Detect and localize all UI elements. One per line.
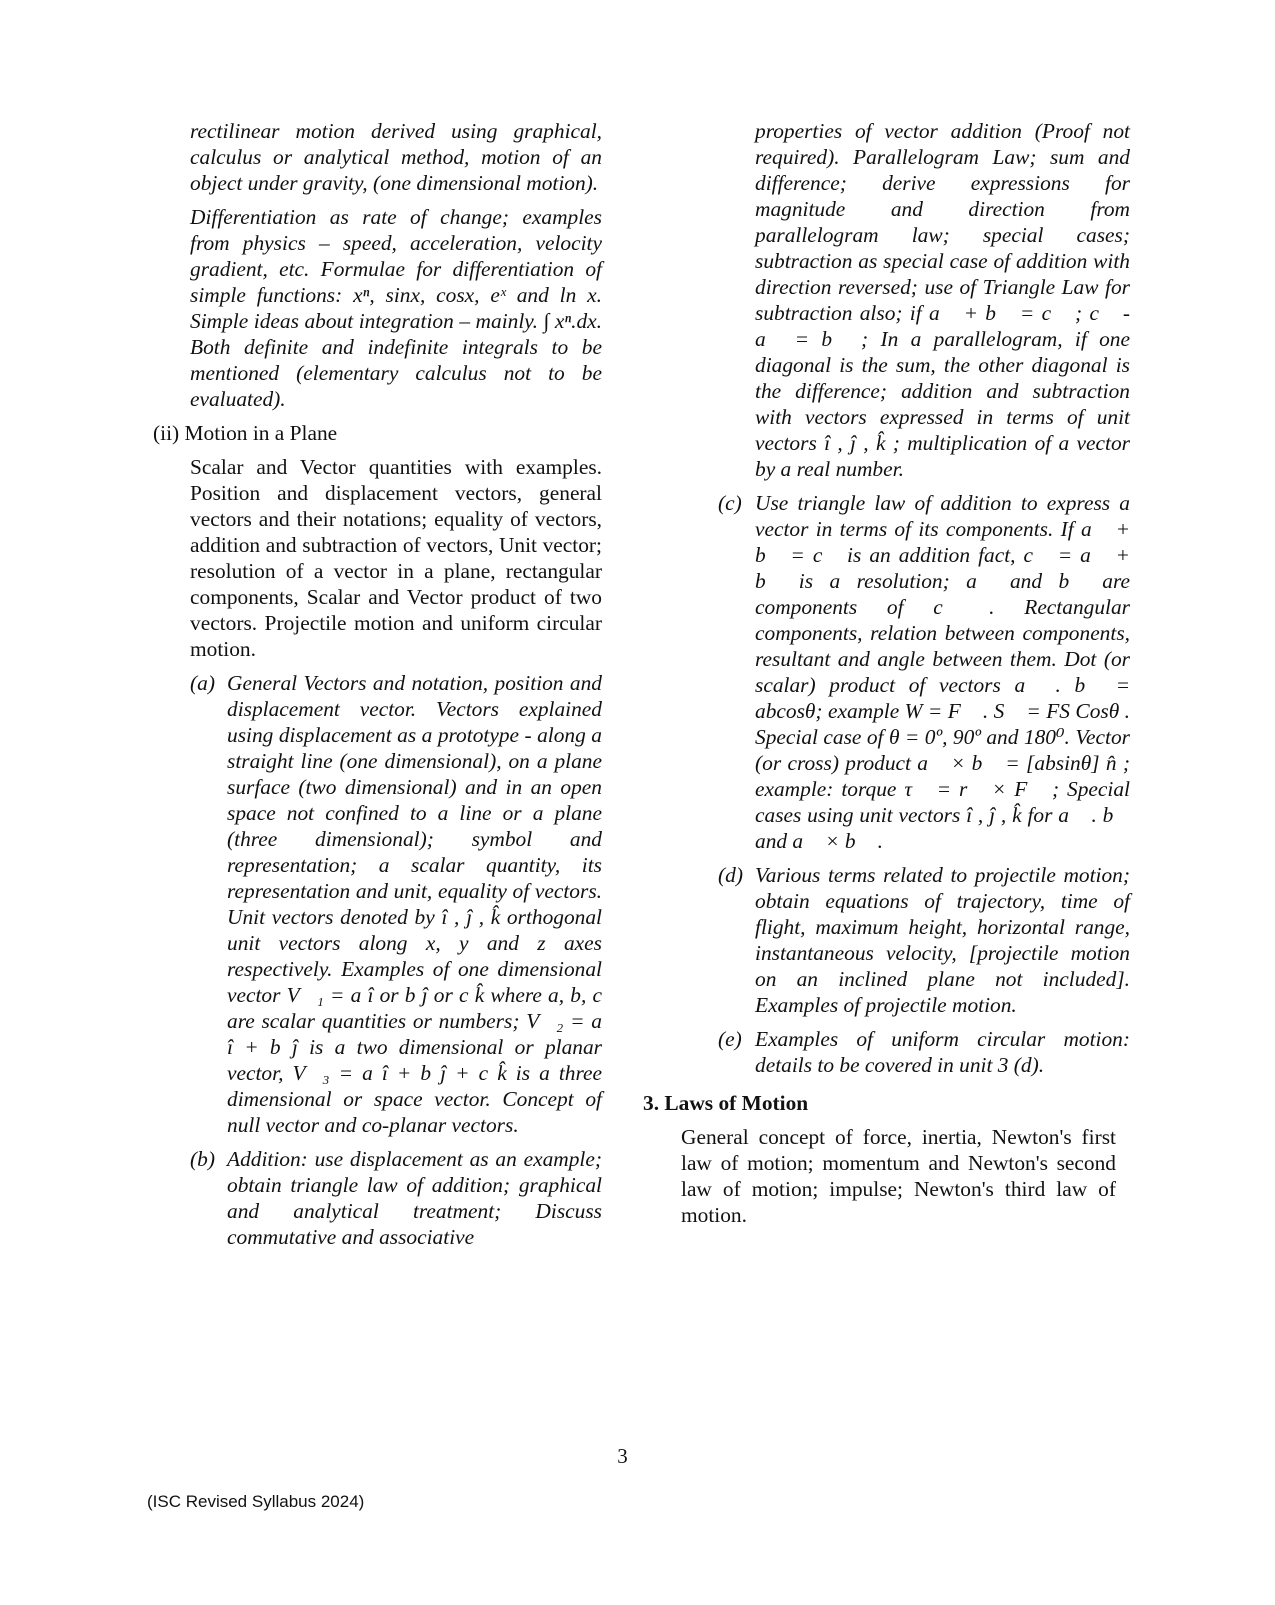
differentiation-paragraph: Differentiation as rate of change; examples from physics – speed, acceleration, velocity gradient, etc. Formulae for differentiation of simple functions: xⁿ, sinx, cosx, eˣ and ln x. Simple ideas about integration – mainly. ∫ xⁿ.dx. Both definite and indefinite integrals to be mentioned (elementary calculus not to be evaluated). [190,205,602,411]
item-b [190,1146,602,1250]
item-d-label: (d) [718,863,743,887]
footer-text: (ISC Revised Syllabus 2024) [147,1492,365,1511]
laws-of-motion-heading: 3. Laws of Motion [643,1091,809,1115]
item-c [718,490,1130,854]
page-number: 3 [617,1444,628,1468]
item-e-text: Examples of uniform circular motion: details to be covered in unit 3 (d). [755,1027,1130,1077]
item-c-text: Use triangle law of addition to express a vector in terms of its components. If a⃗ + b⃗ = c⃗ is an addition fact, c⃗ = a⃗ + b⃗ is a resolution; a⃗ and b⃗ are components of c⃗ . Rectangular components, relation between components, resultant and angle between them. Dot (or scalar) product of vectors a⃗ . b⃗ = abcosθ; example W = F⃗ . S⃗ = FS Cosθ . Special case of θ = 0º, 90º and 180⁰. Vector (or cross) product a⃗ × b⃗ = [absinθ] n̂ ; example: torque τ⃗ = r⃗ × F⃗ ; Special cases using unit vectors î , ĵ , k̂ for a⃗ . b⃗ and a⃗ × b⃗ . [755,491,1130,853]
item-c-label: (c) [718,491,742,515]
item-a-text: General Vectors and notation, position and displacement vector. Vectors explained using displacement as a prototype - along a straight line (one dimensional), on a plane surface (two dimensional) and in an open space not confined to a line or a plane (three dimensional); symbol and representation; a scalar quantity, its representation and unit, equality of vectors. Unit vectors denoted by î , ĵ , k̂ orthogonal unit vectors along x, y and z axes respectively. Examples of one dimensional vector V⃗₁ = a î or b ĵ or c k̂ where a, b, c are scalar quantities or numbers; V⃗₂ = a î + b ĵ is a two dimensional or planar vector, V⃗₃ = a î + b ĵ + c k̂ is a three dimensional or space vector. Concept of null vector and co-planar vectors. [227,671,602,1137]
left-column [153,118,602,1250]
item-b-text: Addition: use displacement as an example; obtain triangle law of addition; graphical and analytical treatment; Discuss commutative and associative [227,1147,602,1249]
item-b-label: (b) [190,1147,215,1171]
motion-in-plane-heading: (ii) Motion in a Plane [153,421,338,445]
item-a-label: (a) [190,671,215,695]
rectilinear-motion-paragraph: rectilinear motion derived using graphical, calculus or analytical method, motion of an object under gravity, (one dimensional motion). [190,119,602,195]
item-d [718,862,1130,1018]
right-column [643,118,1130,1228]
item-b-continuation: properties of vector addition (Proof not required). Parallelogram Law; sum and difference; derive expressions for magnitude and direction from parallelogram law; special cases; subtraction as special case of addition with direction reversed; use of Triangle Law for subtraction also; if a⃗ + b⃗ = c⃗ ; c⃗ - a⃗ = b⃗ ; In a parallelogram, if one diagonal is the sum, the other diagonal is the difference; addition and subtraction with vectors expressed in terms of unit vectors î , ĵ , k̂ ; multiplication of a vector by a real number. [755,119,1130,481]
item-e-label: (e) [718,1027,742,1051]
item-e [718,1026,1130,1078]
item-d-text: Various terms related to projectile motion; obtain equations of trajectory, time of flight, maximum height, horizontal range, instantaneous velocity, [projectile motion on an inclined plane not included]. Examples of projectile motion. [755,863,1130,1017]
laws-of-motion-body: General concept of force, inertia, Newton's first law of motion; momentum and Newton's second law of motion; impulse; Newton's third law of motion. [681,1125,1116,1227]
item-a [190,670,602,1138]
motion-in-plane-body: Scalar and Vector quantities with examples. Position and displacement vectors, general vectors and their notations; equality of vectors, addition and subtraction of vectors, Unit vector; resolution of a vector in a plane, rectangular components, Scalar and Vector product of two vectors. Projectile motion and uniform circular motion. [190,455,602,661]
